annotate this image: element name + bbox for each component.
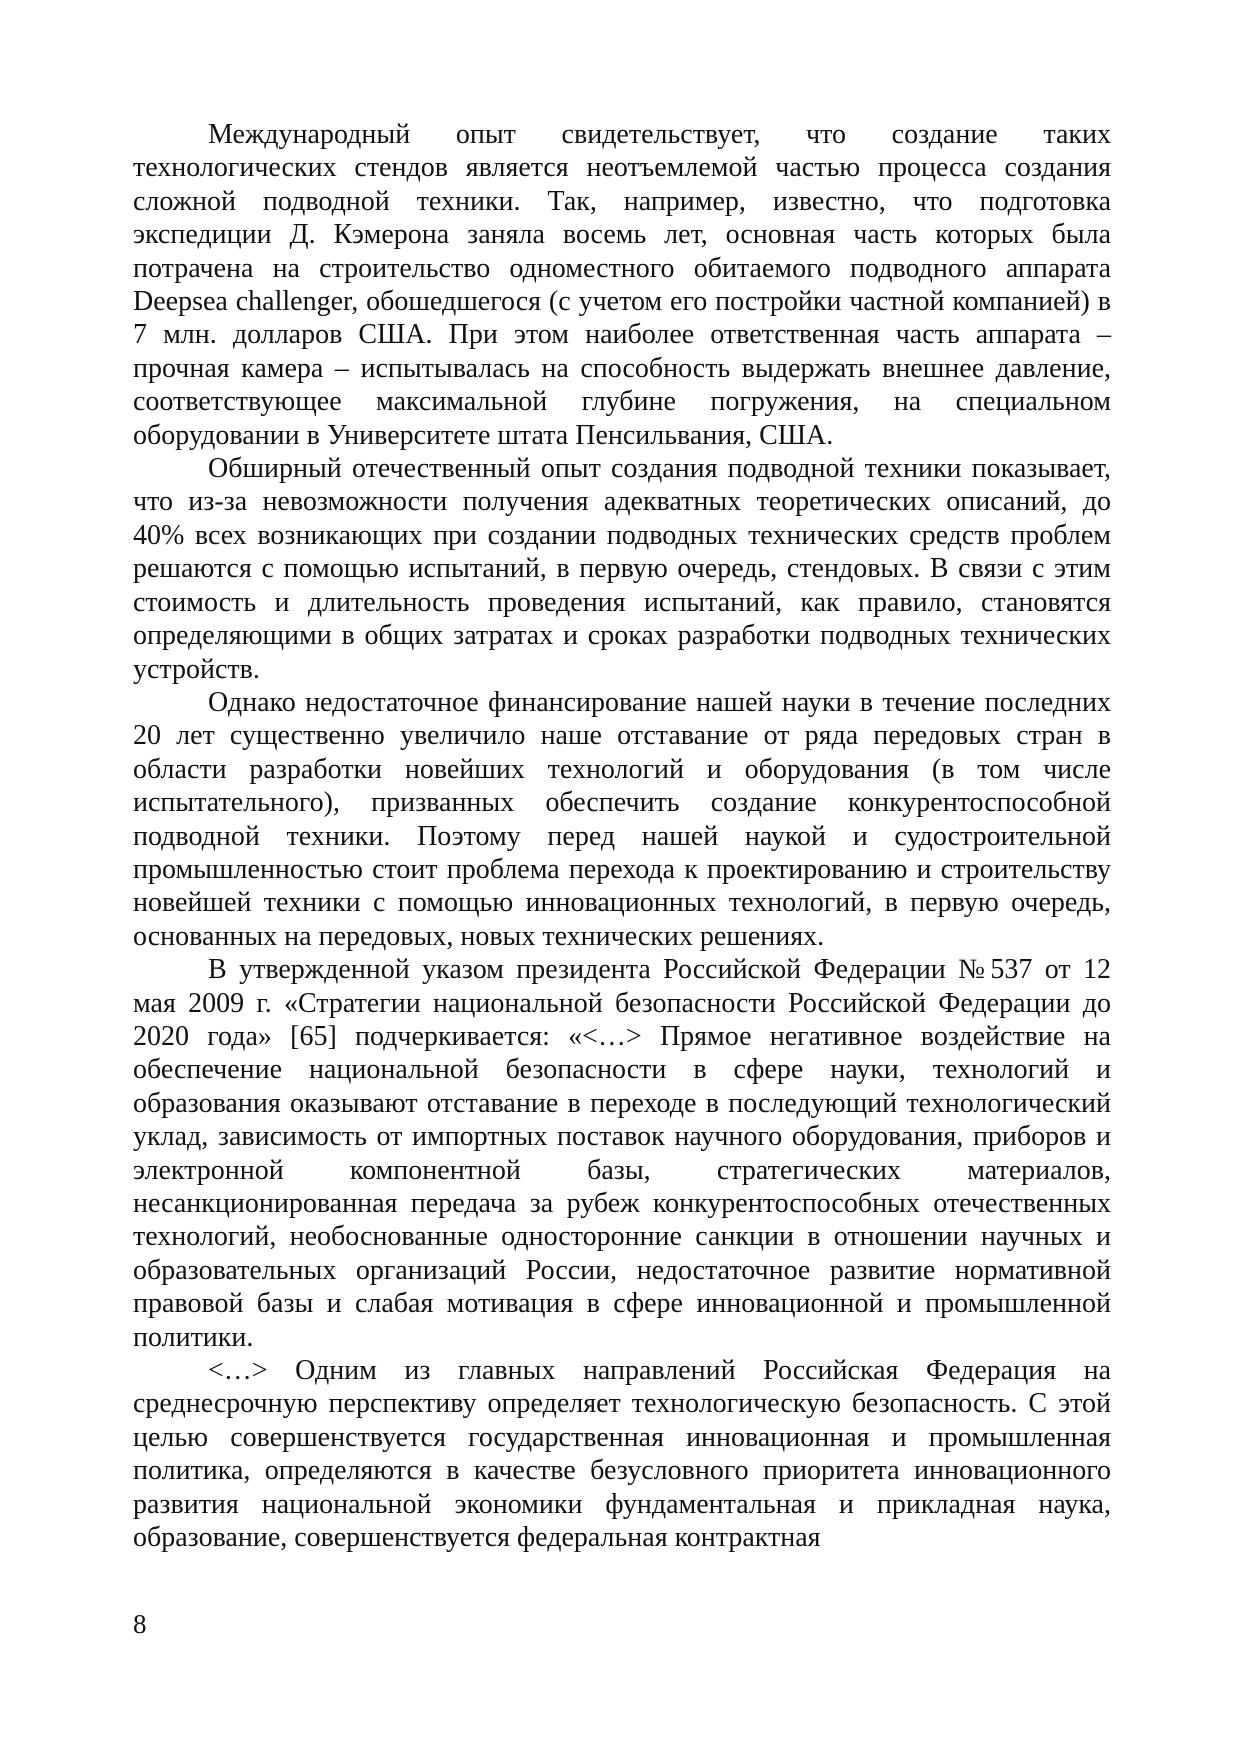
paragraph-1: Международный опыт свидетельствует, что создание таких технологических стендов является неотъемлемой частью процесса создания сложной подводной техники. Так, например, известно, что подготовка экспедиции Д. Кэмерона заняла восемь лет, основная часть которых была потрачена на строительство одноместного обитаемого подводного аппарата Deepsea challenger, обошедшегося (с учетом его постройки частной компанией) в 7 млн. долларов США. При этом наиболее ответственная часть аппарата – прочная камера – испытывалась на способность выдержать внешнее давление, соответствующее максимальной глубине погружения, на специальном оборудовании в Университете штата Пенсильвания, США. xyxy=(133,119,1111,451)
paragraph-5: <…> Одним из главных направлений Российская Федерация на среднесрочную перспективу определяет технологическую безопасность. С этой целью совершенствуется государственная инновационная и промышленная политика, определяются в качестве безусловного приоритета инновационного развития национальной экономики фундаментальная и прикладная наука, образование, совершенствуется федеральная контрактная xyxy=(133,1355,1111,1554)
main-text xyxy=(133,118,1111,1554)
paragraph-2: Обширный отечественный опыт создания подводной техники показывает, что из-за невозможности получения адекватных теоретических описаний, до 40% всех возникающих при создании подводных технических средств проблем решаются с помощью испытаний, в первую очередь, стендовых. В связи с этим стоимость и длительность проведения испытаний, как правило, становятся определяющими в общих затратах и сроках разработки подводных технических устройств. xyxy=(133,453,1111,685)
paragraph-4: В утвержденной указом президента Российской Федерации №537 от 12 мая 2009 г. «Стратегии национальной безопасности Российской Федерации до 2020 года» [65] подчеркивается: «<…> Прямое негативное воздействие на обеспечение национальной безопасности в сфере науки, технологий и образования оказывают отставание в переходе в последующий технологический уклад, зависимость от импортных поставок научного оборудования, приборов и электронной компонентной базы, стратегических материалов, несанкционированная передача за рубеж конкурентоспособных отечественных технологий, необоснованные односторонние санкции в отношении научных и образовательных организаций России, недостаточное развитие нормативной правовой базы и слабая мотивация в сфере инновационной и промышленной политики. xyxy=(133,954,1111,1353)
page-number: 8 xyxy=(133,1609,147,1639)
paragraph-3: Однако недостаточное финансирование нашей науки в течение последних 20 лет существенно увеличило наше отставание от ряда передовых стран в области разработки новейших технологий и оборудования (в том числе испытательного), призванных обеспечить создание конкурентоспособной подводной техники. Поэтому перед нашей наукой и судостроительной промышленностью стоит проблема перехода к проектированию и строительству новейшей техники с помощью инновационных технологий, в первую очередь, основанных на передовых, новых технических решениях. xyxy=(133,686,1111,952)
